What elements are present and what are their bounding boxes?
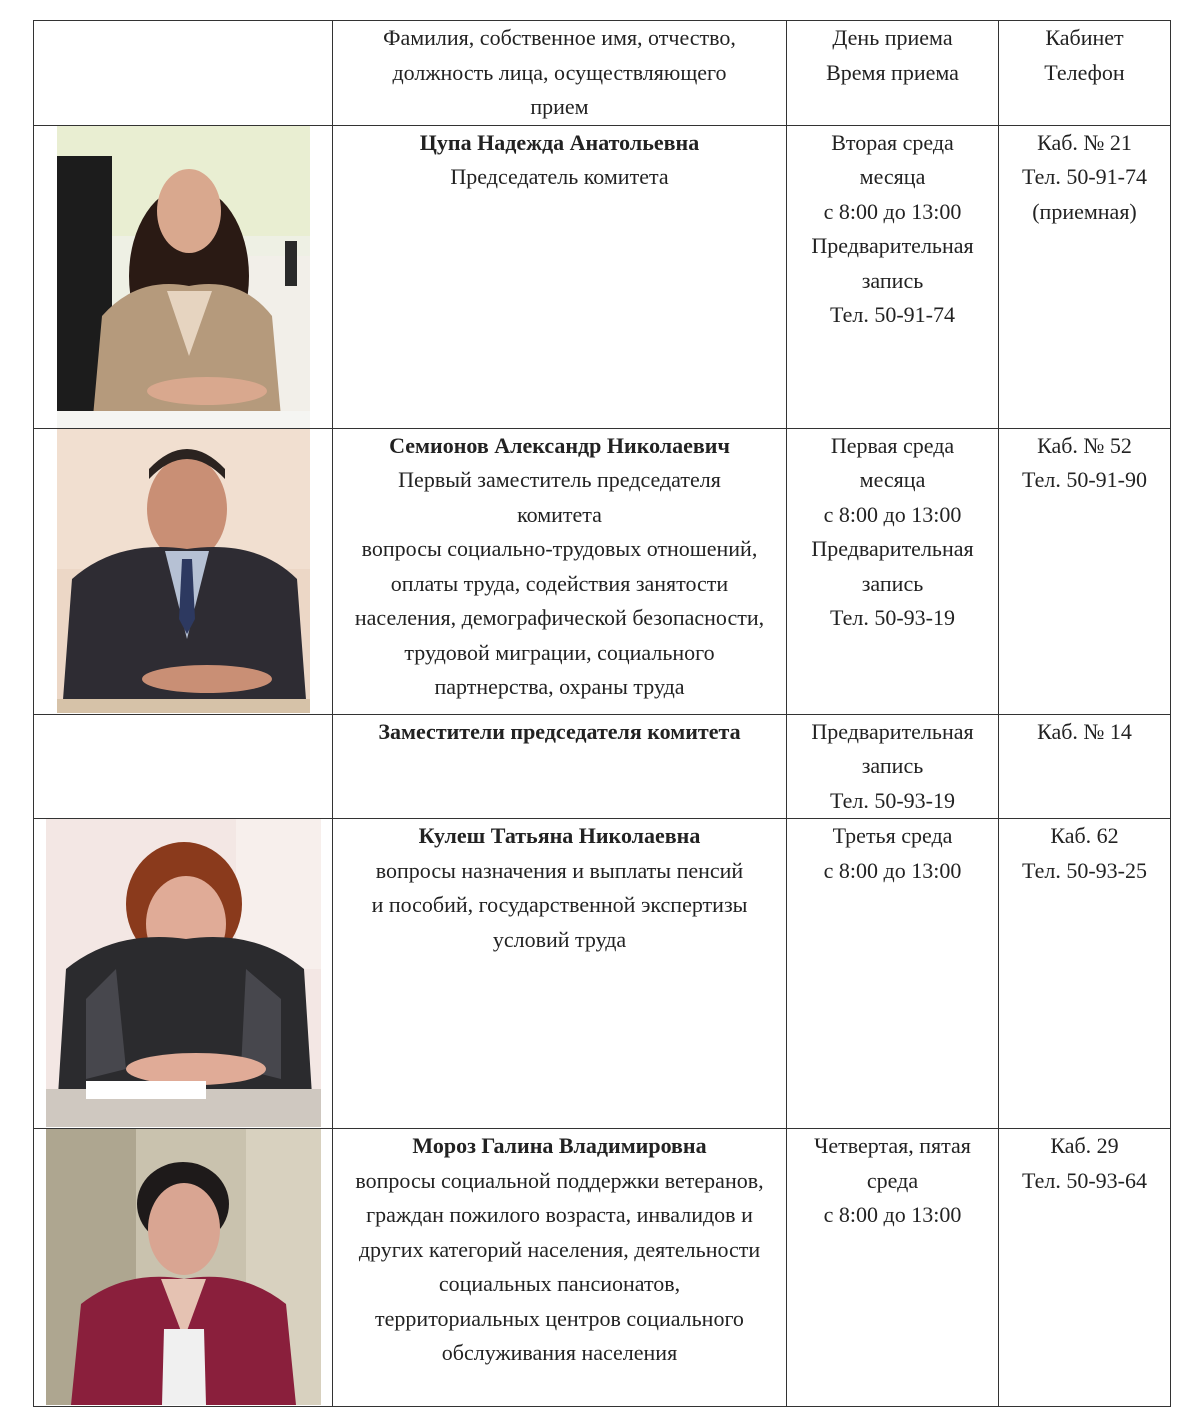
portrait-photo-kulesh [46,819,321,1127]
person-position: Председатель комитета [450,164,669,189]
portrait-photo-moroz [46,1129,321,1405]
room-phone-cell: Каб. № 21 Тел. 50-91-74 (приемная) [999,125,1171,428]
photo-cell [34,125,333,428]
person-cell: Семионов Александр Николаевич Первый заместитель председателя комитета вопросы социально-трудовых отношений, оплаты труда, содействия занятости населения, демографической безопасности, трудовой миграции, социального партнерства, охраны труда [333,428,787,714]
header-row [34,21,1171,126]
reception-day-cell: Первая среда месяца с 8:00 до 13:00 Предварительная запись Тел. 50-93-19 [787,428,999,714]
photo-cell-empty [34,714,333,819]
table-row [34,428,1171,714]
room-phone-cell: Каб. № 52 Тел. 50-91-90 [999,428,1171,714]
group-title: Заместители председателя комитета [378,718,741,744]
table-row [34,714,1171,819]
person-cell: Кулеш Татьяна Николаевна вопросы назначения и выплаты пенсий и пособий, государственной экспертизы условий труда [333,819,787,1129]
person-cell [333,125,787,428]
reception-schedule-table [33,20,1171,1407]
portrait-photo-semionov [57,429,310,713]
room-phone-cell: Каб. 29 Тел. 50-93-64 [999,1129,1171,1407]
table-row [34,125,1171,428]
person-name: Мороз Галина Владимировна [412,1133,707,1158]
photo-cell [34,1129,333,1407]
header-day-cell: День приема Время приема [787,21,999,126]
reception-day-cell: Вторая среда месяца с 8:00 до 13:00 Предварительная запись Тел. 50-91-74 [787,125,999,428]
person-name: Семионов Александр Николаевич [389,432,730,458]
person-name: Цупа Надежда Анатольевна [419,129,700,155]
reception-day-cell: Четвертая, пятая среда с 8:00 до 13:00 [787,1129,999,1407]
reception-day-cell: Третья среда с 8:00 до 13:00 [787,819,999,1129]
person-name: Кулеш Татьяна Николаевна [418,823,701,848]
room-phone-cell: Каб. 62 Тел. 50-93-25 [999,819,1171,1129]
reception-day-cell: Предварительная запись Тел. 50-93-19 [787,714,999,819]
room-phone-cell: Каб. № 14 [999,714,1171,819]
table-row [34,819,1171,1129]
header-photo-cell [34,21,333,126]
person-cell: Мороз Галина Владимировна вопросы социальной поддержки ветеранов, граждан пожилого возраста, инвалидов и других категорий населения, деятельности социальных пансионатов, территориальных центров социального обслуживания населения [333,1129,787,1407]
photo-cell [34,428,333,714]
photo-cell [34,819,333,1129]
person-cell [333,714,787,819]
header-name-cell: Фамилия, собственное имя, отчество, должность лица, осуществляющего прием [333,21,787,126]
portrait-photo-tsupa [57,126,310,428]
table-row [34,1129,1171,1407]
header-room-cell: Кабинет Телефон [999,21,1171,126]
